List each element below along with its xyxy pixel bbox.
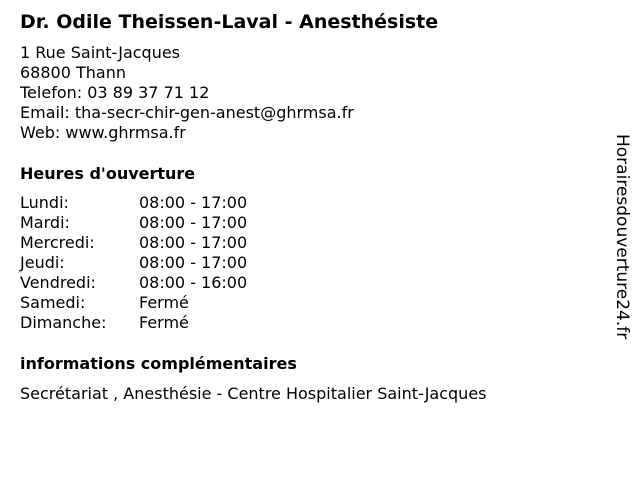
hours-row-tuesday: [20, 213, 247, 233]
time-value: Fermé: [139, 293, 189, 312]
day-label: Samedi:: [20, 293, 86, 312]
day-label: Lundi:: [20, 193, 69, 212]
contact-block: [20, 43, 354, 143]
hours-row-thursday: [20, 253, 247, 273]
day-label: Dimanche:: [20, 313, 107, 332]
phone-line: Telefon: 03 89 37 71 12: [20, 83, 210, 102]
opening-hours-table: [20, 193, 247, 333]
time-value: 08:00 - 17:00: [139, 193, 248, 212]
time-value: 08:00 - 16:00: [139, 273, 248, 292]
address-street: 1 Rue Saint-Jacques: [20, 43, 181, 62]
hours-row-sunday: [20, 313, 247, 333]
time-value: 08:00 - 17:00: [139, 253, 248, 272]
web-line: Web: www.ghrmsa.fr: [20, 123, 186, 142]
hours-row-friday: [20, 273, 247, 293]
email-line: Email: tha-secr-chir-gen-anest@ghrmsa.fr: [20, 103, 354, 122]
hours-row-monday: [20, 193, 247, 213]
time-value: Fermé: [139, 313, 189, 332]
site-watermark: Horairesdouverture24.fr: [612, 134, 632, 340]
time-value: 08:00 - 17:00: [139, 213, 248, 232]
day-label: Jeudi:: [20, 253, 65, 272]
opening-hours-heading: Heures d'ouverture: [20, 164, 196, 183]
day-label: Mercredi:: [20, 233, 95, 252]
time-value: 08:00 - 17:00: [139, 233, 248, 252]
additional-info-heading: informations complémentaires: [20, 354, 297, 373]
hours-row-saturday: [20, 293, 247, 313]
page-title: Dr. Odile Theissen-Laval - Anesthésiste: [20, 11, 439, 33]
hours-row-wednesday: [20, 233, 247, 253]
address-city: 68800 Thann: [20, 63, 126, 82]
day-label: Mardi:: [20, 213, 70, 232]
additional-info-text: Secrétariat , Anesthésie - Centre Hospitalier Saint-Jacques: [20, 384, 487, 403]
day-label: Vendredi:: [20, 273, 96, 292]
